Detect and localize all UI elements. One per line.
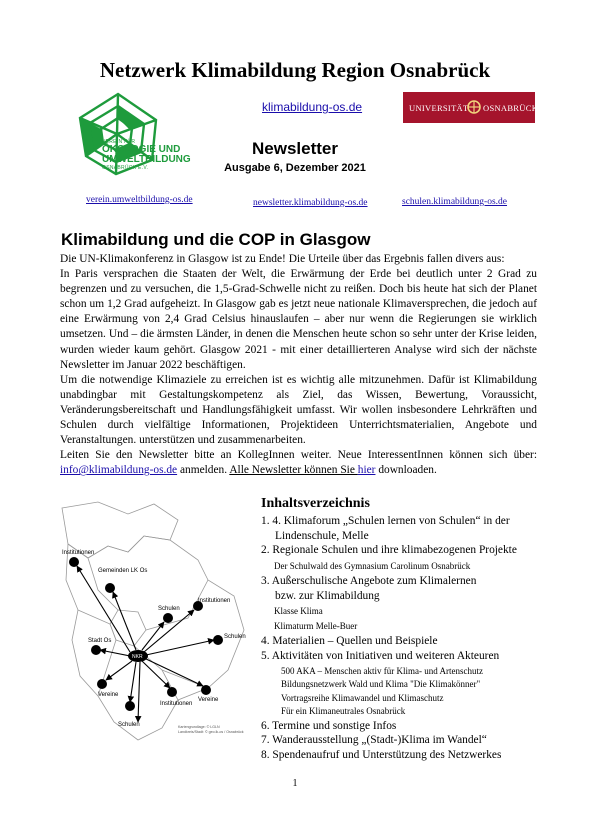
toc-item[interactable]: 2. Regionale Schulen und ihre klimabezogenen Projekte — [261, 544, 517, 557]
node-schulen-bottom — [125, 701, 135, 711]
map-label-schulen-bottom: Schulen — [118, 722, 140, 728]
map-label-institutionen-right: Institutionen — [198, 598, 231, 604]
node-gemeinden — [105, 583, 115, 593]
toc-item[interactable]: 8. Spendenaufruf und Unterstützung des Netzwerkes — [261, 748, 502, 761]
paragraph-3: Um die notwendige Klimaziele zu erreichen ist es wichtig alle mitzunehmen. Dafür ist Klimabildung unabdingbar mit Gestaltungskompetenz als Ziel, das Wissen, Bewertung, Voraussicht, Veränderungsbereitschaft und Handlungsfähigkeit umfasst. Wir wollen insbesondere Lehrkräften und Schulen durch vielfältige Informationen, Projektideen Unterrichtsmaterialien, Angebote und Veranstaltungen. unterstützen und zusammenarbeiten. — [60, 373, 537, 447]
email-link[interactable]: info@klimabildung-os.de — [60, 464, 178, 477]
toc-item[interactable]: 5. Aktivitäten von Initiativen und weiteren Akteuren — [261, 650, 500, 663]
newsletter-title: Newsletter — [252, 139, 338, 158]
article-heading: Klimabildung und die COP in Glasgow — [61, 230, 371, 249]
map-label-institutionen-top: Institutionen — [62, 550, 95, 556]
paragraph-4-text-b: anmelden. — [177, 464, 228, 477]
logo-line-3: UMWELTBILDUNG — [102, 154, 191, 165]
paragraph-1: Die UN-Klimakonferenz in Glasgow ist zu Ende! Die Urteile über das Ergebnis fallen divers aus: — [60, 253, 505, 265]
university-logo — [403, 92, 539, 123]
page-number: 1 — [292, 778, 298, 789]
map-caption-1: Kartengrundlage: © LGLN — [178, 725, 220, 729]
toc-subitem[interactable]: 500 AKA – Menschen aktiv für Klima- und Artenschutz — [281, 665, 483, 676]
map-label-schulen-2: Schulen — [224, 634, 246, 640]
logo-line-4: OSNABRÜCK E.V. — [102, 165, 149, 171]
paragraph-4-text-c: Alle Newsletter können Sie — [229, 464, 358, 477]
map-label-schulen-1: Schulen — [158, 606, 180, 612]
map-label-institutionen-bottom: Institutionen — [160, 701, 193, 707]
download-link[interactable]: hier — [357, 464, 376, 477]
network-map — [58, 500, 254, 744]
uni-wheel-icon — [467, 98, 481, 117]
node-vereine-right — [201, 685, 211, 695]
toc-item[interactable]: 4. Materialien – Quellen und Beispiele — [261, 635, 438, 648]
toc-subitem[interactable]: Der Schulwald des Gymnasium Carolinum Osnabrück — [274, 560, 471, 571]
toc-subitem[interactable]: Klasse Klima — [274, 606, 323, 617]
node-stadt-os — [91, 645, 101, 655]
paragraph-4-text: Leiten Sie den Newsletter bitte an KollegInnen weiter. Neue InteressentInnen können sich über: — [60, 449, 537, 462]
map-label-stadt-os: Stadt Os — [88, 638, 112, 644]
map-label-vereine-right: Vereine — [198, 697, 219, 703]
node-vereine-left — [97, 679, 107, 689]
issue-line: Ausgabe 6, Dezember 2021 — [224, 162, 366, 174]
map-label-center: NKR — [132, 654, 143, 660]
logo-line-2: ÖKOLOGIE UND — [102, 144, 181, 155]
logo-line-1: VEREIN FÜR — [102, 139, 136, 145]
table-of-contents — [261, 514, 541, 762]
site-link[interactable]: klimabildung-os.de — [262, 100, 363, 114]
paragraph-2: In Paris versprachen die Staaten der Welt, die Erwärmung der Erde bei deutlich unter 2 Grad zu begrenzen und zu versuchen, die 1,5-Grad-Schwelle nicht zu reißen. Doch bis heute hat sich der Planet schon um 1,2 Grad aufgeheizt. In Glasgow gab es jetzt neue nationale Klimaversprechen, die jedoch auf eine Erwärmung von 2,4 Grad Celsius hinauslaufen – aber nur wenn die Regierungen sie wirklich umsetzen. Und – die ärmsten Länder, in denen die Menschen heute schon so sehr unter der Krise leiden, wurden wieder kaum gehört. Glasgow 2021 - mit einer detaillierteren Analyse wird sich der nächste Newsletter im Januar 2022 beschäftigen. — [60, 268, 537, 371]
toc-item[interactable]: 1. 4. Klimaforum „Schulen lernen von Schulen“ in der — [261, 515, 510, 527]
article-body — [60, 252, 537, 478]
map-label-vereine-left: Vereine — [98, 692, 119, 698]
map-label-gemeinden: Gemeinden LK Os — [98, 568, 148, 574]
uni-logo-text-left: UNIVERSITÄT — [409, 103, 469, 113]
toc-subitem[interactable]: Bildungsnetzwerk Wald und Klima "Die Klimakönner" — [281, 679, 481, 690]
toc-title: Inhaltsverzeichnis — [261, 496, 370, 511]
toc-subitem[interactable]: Klimaturm Melle-Buer — [274, 620, 358, 631]
toc-item[interactable]: 7. Wanderausstellung „(Stadt-)Klima im Wandel“ — [261, 734, 487, 747]
toc-subitem[interactable]: Für ein Klimaneutrales Osnabrück — [281, 706, 406, 717]
map-caption-2: Landkreis/Stadt: © geo.lk-os / Osnabrück — [178, 730, 244, 734]
paragraph-4-text-d: downloaden. — [375, 464, 437, 477]
node-schulen-2 — [213, 635, 223, 645]
node-institutionen-top — [69, 557, 79, 567]
newsletter-link[interactable]: newsletter.klimabildung-os.de — [253, 198, 368, 208]
toc-subitem[interactable]: Vortragsreihe Klimawandel und Klimaschutz — [281, 692, 444, 703]
document-title: Netzwerk Klimabildung Region Osnabrück — [99, 58, 491, 82]
uni-logo-text-right: OSNABRÜCK — [483, 103, 539, 113]
verein-link[interactable]: verein.umweltbildung-os.de — [86, 195, 193, 205]
toc-item[interactable]: 6. Termine und sonstige Infos — [261, 719, 397, 732]
toc-item-continuation: Lindenschule, Melle — [275, 529, 369, 542]
schulen-link[interactable]: schulen.klimabildung-os.de — [402, 197, 508, 207]
toc-item[interactable]: 3. Außerschulische Angebote zum Klimalernen — [261, 575, 477, 588]
toc-item-continuation: bzw. zur Klimabildung — [275, 589, 380, 602]
node-institutionen-bottom — [167, 687, 177, 697]
node-schulen-1 — [163, 613, 173, 623]
paragraph-4 — [60, 448, 537, 478]
